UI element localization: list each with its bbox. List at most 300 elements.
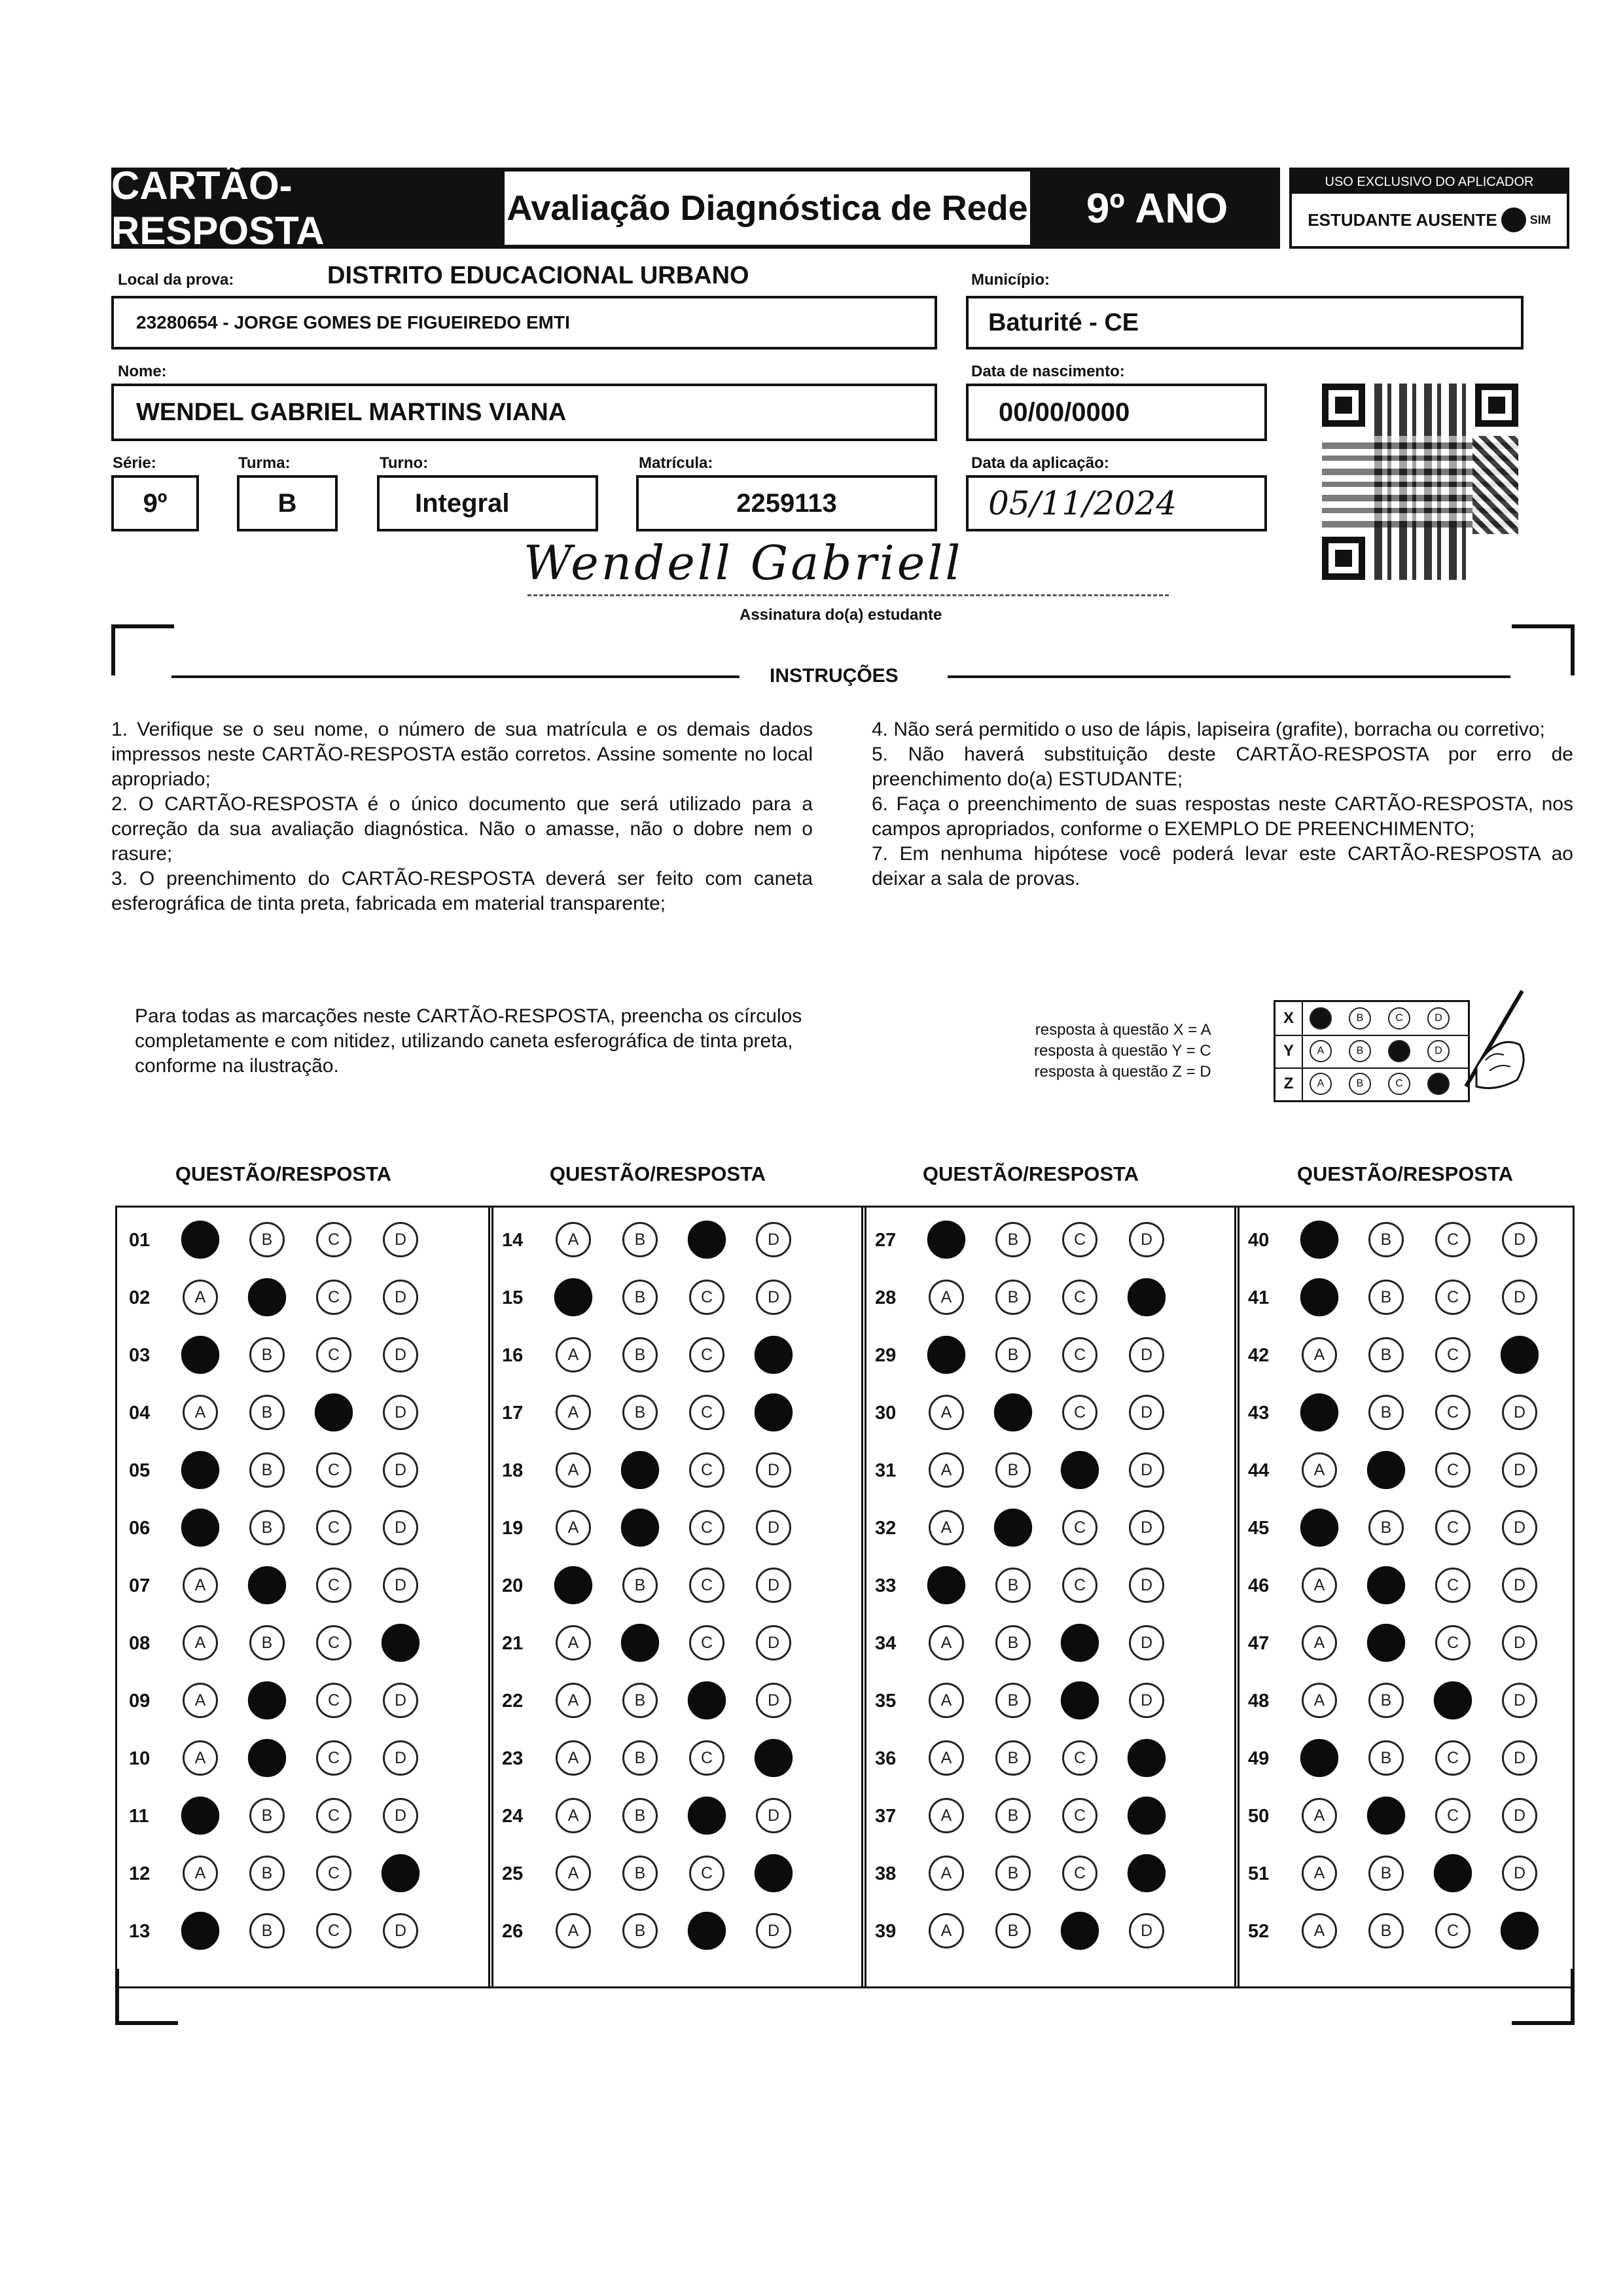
question-row-20 [490,1560,865,1612]
answer-bubble-14-c[interactable] [688,1221,726,1259]
answer-bubble-5-a[interactable] [181,1451,219,1489]
answer-bubble-1-b[interactable]: B [249,1222,285,1257]
question-row-7 [117,1560,491,1612]
answer-bubble-42-a[interactable]: A [1302,1337,1337,1372]
answer-bubble-29-a[interactable] [927,1336,965,1374]
answer-bubble-48-b[interactable]: B [1368,1683,1404,1718]
nome-field: WENDEL GABRIEL MARTINS VIANA [111,384,937,441]
question-number: 08 [129,1633,151,1654]
answer-bubble-28-c[interactable]: C [1062,1280,1097,1315]
local-value: DISTRITO EDUCACIONAL URBANO [327,262,749,289]
answer-bubble-28-a[interactable]: A [929,1280,964,1315]
answer-bubble-12-d[interactable] [382,1854,419,1892]
answer-bubble-9-d[interactable]: D [383,1683,418,1718]
question-row-36 [863,1732,1238,1785]
answer-bubble-24-c[interactable] [688,1797,726,1835]
question-row-6 [117,1502,491,1554]
answer-bubble-37-b[interactable]: B [995,1798,1031,1833]
signature-line [527,594,1169,596]
instructions-title: INSTRUÇÕES [770,665,899,687]
answer-bubble-26-b[interactable]: B [622,1913,658,1948]
answer-bubble-45-c[interactable]: C [1435,1510,1471,1545]
answer-bubble-34-c[interactable] [1061,1624,1099,1662]
answer-bubble-39-a[interactable]: A [929,1913,964,1948]
example-bubble-d [1427,1073,1450,1095]
question-number: 39 [875,1921,897,1942]
answer-bubble-33-b[interactable]: B [995,1568,1031,1603]
answer-bubble-37-d[interactable] [1128,1797,1166,1835]
answer-bubble-10-c[interactable]: C [316,1740,351,1776]
answer-bubble-7-d[interactable]: D [383,1568,418,1603]
answer-bubble-2-b[interactable] [248,1278,286,1316]
question-number: 36 [875,1748,897,1769]
question-number: 47 [1248,1633,1270,1654]
answer-bubble-10-d[interactable]: D [383,1740,418,1776]
answer-bubble-41-a[interactable] [1300,1278,1338,1316]
answer-bubble-1-c[interactable]: C [316,1222,351,1257]
answer-bubble-25-c[interactable]: C [689,1856,724,1891]
answer-bubble-15-b[interactable]: B [622,1280,658,1315]
answer-bubble-47-c[interactable]: C [1435,1625,1471,1660]
answer-bubble-14-d[interactable]: D [756,1222,791,1257]
answer-bubble-16-d[interactable] [755,1336,793,1374]
question-number: 02 [129,1287,151,1308]
answer-bubble-7-a[interactable]: A [183,1568,218,1603]
answer-bubble-22-b[interactable]: B [622,1683,658,1718]
answer-bubble-2-a[interactable]: A [183,1280,218,1315]
matricula-field: 2259113 [636,475,937,531]
answer-bubble-51-b[interactable]: B [1368,1856,1404,1891]
answer-bubble-3-a[interactable] [181,1336,219,1374]
answer-bubble-50-b[interactable] [1367,1797,1405,1835]
answer-bubble-49-d[interactable]: D [1502,1740,1537,1776]
answer-bubble-27-a[interactable] [927,1221,965,1259]
answer-bubble-3-c[interactable]: C [316,1337,351,1372]
answer-bubble-51-c[interactable] [1434,1854,1472,1892]
grade-label: 9º ANO [1034,168,1280,249]
answer-bubble-32-d[interactable]: D [1129,1510,1164,1545]
answer-bubble-43-d[interactable]: D [1502,1395,1537,1430]
answer-bubble-34-a[interactable]: A [929,1625,964,1660]
answer-bubble-27-c[interactable]: C [1062,1222,1097,1257]
question-row-21 [490,1617,865,1670]
question-row-41 [1236,1272,1573,1324]
answer-bubble-21-a[interactable]: A [556,1625,591,1660]
answer-bubble-21-c[interactable]: C [689,1625,724,1660]
answer-bubble-8-b[interactable]: B [249,1625,285,1660]
corner-mark-top-left [111,624,174,675]
answer-bubble-43-b[interactable]: B [1368,1395,1404,1430]
answer-bubble-1-d[interactable]: D [383,1222,418,1257]
answer-bubble-39-c[interactable] [1061,1912,1099,1950]
answer-bubble-26-d[interactable]: D [756,1913,791,1948]
answer-bubble-6-c[interactable]: C [316,1510,351,1545]
question-number: 40 [1248,1230,1270,1251]
answer-bubble-44-d[interactable]: D [1502,1452,1537,1488]
answer-bubble-49-b[interactable]: B [1368,1740,1404,1776]
example-bubble-c [1388,1040,1410,1062]
answer-bubble-4-a[interactable]: A [183,1395,218,1430]
answer-bubble-20-d[interactable]: D [756,1568,791,1603]
turno-label: Turno: [380,454,429,472]
answer-bubble-3-d[interactable]: D [383,1337,418,1372]
question-number: 37 [875,1806,897,1827]
answer-bubble-33-a[interactable] [927,1566,965,1604]
answer-bubble-1-a[interactable] [181,1221,219,1259]
answer-bubble-7-b[interactable] [248,1566,286,1604]
answer-bubble-13-a[interactable] [181,1912,219,1950]
answer-bubble-22-a[interactable]: A [556,1683,591,1718]
answer-bubble-35-d[interactable]: D [1129,1683,1164,1718]
answer-bubble-8-a[interactable]: A [183,1625,218,1660]
answer-bubble-13-b[interactable]: B [249,1913,285,1948]
answer-bubble-49-c[interactable]: C [1435,1740,1471,1776]
answer-bubble-29-c[interactable]: C [1062,1337,1097,1372]
answer-bubble-35-b[interactable]: B [995,1683,1031,1718]
answer-bubble-20-a[interactable] [554,1566,592,1604]
answer-bubble-26-a[interactable]: A [556,1913,591,1948]
question-row-33 [863,1560,1238,1612]
question-number: 27 [875,1230,897,1251]
answer-bubble-25-b[interactable]: B [622,1856,658,1891]
answer-bubble-11-b[interactable]: B [249,1798,285,1833]
answer-bubble-15-c[interactable]: C [689,1280,724,1315]
answer-bubble-17-b[interactable]: B [622,1395,658,1430]
answer-bubble-19-c[interactable]: C [689,1510,724,1545]
answer-bubble-45-d[interactable]: D [1502,1510,1537,1545]
turma-label: Turma: [238,454,291,472]
answer-bubble-6-d[interactable]: D [383,1510,418,1545]
question-number: 12 [129,1863,151,1884]
matricula-label: Matrícula: [639,454,713,472]
question-row-14 [490,1214,865,1266]
answer-bubble-46-b[interactable] [1367,1566,1405,1604]
answer-bubble-4-b[interactable]: B [249,1395,285,1430]
example-line-y: resposta à questão Y = C [1034,1042,1211,1060]
answer-bubble-36-b[interactable]: B [995,1740,1031,1776]
answer-bubble-27-b[interactable]: B [995,1222,1031,1257]
question-row-51 [1236,1848,1573,1900]
question-number: 41 [1248,1287,1270,1308]
answer-bubble-44-b[interactable] [1367,1451,1405,1489]
answer-bubble-15-d[interactable]: D [756,1280,791,1315]
answer-bubble-31-d[interactable]: D [1129,1452,1164,1488]
answer-bubble-18-d[interactable]: D [756,1452,791,1488]
answer-bubble-43-c[interactable]: C [1435,1395,1471,1430]
question-number: 06 [129,1518,151,1539]
answer-bubble-30-b[interactable] [994,1393,1032,1431]
instruction-2: 2. O CARTÃO-RESPOSTA é o único documento que será utilizado para a correção da sua avaliação diagnóstica. Não o amasse, não o dobre nem o rasure; [111,793,813,865]
answer-bubble-28-b[interactable]: B [995,1280,1031,1315]
answer-bubble-37-c[interactable]: C [1062,1798,1097,1833]
hand-pen-icon [1457,988,1529,1093]
question-number: 07 [129,1575,151,1596]
answer-bubble-36-d[interactable] [1128,1739,1166,1777]
answer-bubble-8-c[interactable]: C [316,1625,351,1660]
question-number: 17 [502,1403,524,1424]
answer-bubble-23-c[interactable]: C [689,1740,724,1776]
answer-bubble-47-a[interactable]: A [1302,1625,1337,1660]
nascimento-field: 00/00/0000 [966,384,1267,441]
answer-bubble-31-c[interactable] [1061,1451,1099,1489]
answer-bubble-17-c[interactable]: C [689,1395,724,1430]
answer-bubble-17-a[interactable]: A [556,1395,591,1430]
question-row-9 [117,1675,491,1727]
question-number: 50 [1248,1806,1270,1827]
answer-bubble-50-c[interactable]: C [1435,1798,1471,1833]
question-number: 30 [875,1403,897,1424]
answer-bubble-40-a[interactable] [1300,1221,1338,1259]
answer-bubble-41-d[interactable]: D [1502,1280,1537,1315]
answer-bubble-49-a[interactable] [1300,1739,1338,1777]
answer-bubble-33-c[interactable]: C [1062,1568,1097,1603]
answer-bubble-50-d[interactable]: D [1502,1798,1537,1833]
municipio-field: Baturité - CE [966,296,1524,350]
answer-bubble-11-a[interactable] [181,1797,219,1835]
answer-bubble-11-c[interactable]: C [316,1798,351,1833]
answer-bubble-31-a[interactable]: A [929,1452,964,1488]
answer-bubble-9-a[interactable]: A [183,1683,218,1718]
question-number: 05 [129,1460,151,1481]
answer-bubble-48-a[interactable]: A [1302,1683,1337,1718]
answer-bubble-39-d[interactable]: D [1129,1913,1164,1948]
answer-bubble-16-b[interactable]: B [622,1337,658,1372]
answer-bubble-47-b[interactable] [1367,1624,1405,1662]
answer-bubble-37-a[interactable]: A [929,1798,964,1833]
answer-bubble-45-b[interactable]: B [1368,1510,1404,1545]
answer-bubble-47-d[interactable]: D [1502,1625,1537,1660]
answer-bubble-21-d[interactable]: D [756,1625,791,1660]
question-number: 15 [502,1287,524,1308]
answer-bubble-12-a[interactable]: A [183,1856,218,1891]
answer-bubble-24-a[interactable]: A [556,1798,591,1833]
answer-bubble-38-d[interactable] [1128,1854,1166,1892]
answer-bubble-14-b[interactable]: B [622,1222,658,1257]
answer-bubble-52-c[interactable]: C [1435,1913,1471,1948]
answer-bubble-3-b[interactable]: B [249,1337,285,1372]
example-row-label: Z [1275,1067,1303,1100]
question-row-18 [490,1444,865,1497]
question-number: 10 [129,1748,151,1769]
answer-bubble-2-d[interactable]: D [383,1280,418,1315]
question-number: 51 [1248,1863,1270,1884]
question-number: 29 [875,1345,897,1366]
instruction-6: 6. Faça o preenchimento de suas respostas neste CARTÃO-RESPOSTA, nos campos apropriados, conforme o EXEMPLO DE PREENCHIMENTO; [872,793,1573,840]
municipio-label: Município: [971,271,1050,289]
answer-bubble-42-c[interactable]: C [1435,1337,1471,1372]
example-bubble-a [1310,1007,1332,1030]
answer-bubble-46-c[interactable]: C [1435,1568,1471,1603]
answer-bubble-13-c[interactable]: C [316,1913,351,1948]
question-number: 33 [875,1575,897,1596]
example-line-z: resposta à questão Z = D [1034,1063,1211,1081]
answer-bubble-48-d[interactable]: D [1502,1683,1537,1718]
answer-bubble-20-b[interactable]: B [622,1568,658,1603]
answer-bubble-25-a[interactable]: A [556,1856,591,1891]
answer-bubble-23-d[interactable] [755,1739,793,1777]
answer-bubble-32-b[interactable] [994,1509,1032,1547]
answer-bubble-5-d[interactable]: D [383,1452,418,1488]
question-row-48 [1236,1675,1573,1727]
answer-bubble-51-d[interactable]: D [1502,1856,1537,1891]
answer-bubble-43-a[interactable] [1300,1393,1338,1431]
answer-bubble-36-c[interactable]: C [1062,1740,1097,1776]
answer-bubble-23-b[interactable]: B [622,1740,658,1776]
answer-bubble-18-c[interactable]: C [689,1452,724,1488]
instructions-rule-right [948,675,1510,678]
question-row-23 [490,1732,865,1785]
answer-bubble-38-b[interactable]: B [995,1856,1031,1891]
example-bubble-d: D [1427,1040,1450,1062]
question-number: 32 [875,1518,897,1539]
question-row-38 [863,1848,1238,1900]
answer-bubble-13-d[interactable]: D [383,1913,418,1948]
question-row-13 [117,1905,491,1958]
fill-note: Para todas as marcações neste CARTÃO-RESPOSTA, preencha os círculos completamente e com nitidez, utilizando caneta esferográfica de tinta preta, conforme na ilustração. [135,1005,802,1077]
answer-column-3 [861,1206,1240,1988]
answer-bubble-40-d[interactable]: D [1502,1222,1537,1257]
answer-bubble-2-c[interactable]: C [316,1280,351,1315]
answer-bubble-40-b[interactable]: B [1368,1222,1404,1257]
answer-bubble-4-d[interactable]: D [383,1395,418,1430]
answer-bubble-38-a[interactable]: A [929,1856,964,1891]
answer-bubble-28-d[interactable] [1128,1278,1166,1316]
question-row-5 [117,1444,491,1497]
signature-label: Assinatura do(a) estudante [740,606,942,624]
instructions-rule-left [171,675,740,678]
answer-bubble-41-b[interactable]: B [1368,1280,1404,1315]
question-number: 21 [502,1633,524,1654]
question-row-1 [117,1214,491,1266]
answer-bubble-20-c[interactable]: C [689,1568,724,1603]
question-row-30 [863,1387,1238,1439]
question-number: 35 [875,1691,897,1712]
question-number: 43 [1248,1403,1270,1424]
example-bubble-d: D [1427,1007,1450,1030]
answer-bubble-22-d[interactable]: D [756,1683,791,1718]
example-bubble-a: A [1310,1040,1332,1062]
answer-bubble-33-d[interactable]: D [1129,1568,1164,1603]
answer-bubble-19-a[interactable]: A [556,1510,591,1545]
answer-bubble-15-a[interactable] [554,1278,592,1316]
answer-bubble-7-c[interactable]: C [316,1568,351,1603]
answer-bubble-30-c[interactable]: C [1062,1395,1097,1430]
answer-bubble-6-a[interactable] [181,1509,219,1547]
answer-bubble-44-c[interactable]: C [1435,1452,1471,1488]
answer-bubble-42-d[interactable] [1501,1336,1539,1374]
question-row-26 [490,1905,865,1958]
question-row-44 [1236,1444,1573,1497]
student-signature: Wendell Gabriell [524,535,963,590]
answer-bubble-9-c[interactable]: C [316,1683,351,1718]
answer-bubble-48-c[interactable] [1434,1681,1472,1719]
question-number: 24 [502,1806,524,1827]
absent-bubble[interactable] [1501,207,1526,232]
question-row-3 [117,1329,491,1382]
answer-bubble-4-c[interactable] [315,1393,353,1431]
answer-bubble-52-a[interactable]: A [1302,1913,1337,1948]
answer-bubble-5-b[interactable]: B [249,1452,285,1488]
example-legend [1034,1020,1211,1083]
answer-bubble-50-a[interactable]: A [1302,1798,1337,1833]
instructions-right [872,717,1573,891]
answer-bubble-18-a[interactable]: A [556,1452,591,1488]
answer-bubble-38-c[interactable]: C [1062,1856,1097,1891]
answer-bubble-42-b[interactable]: B [1368,1337,1404,1372]
question-number: 22 [502,1691,524,1712]
answer-bubble-6-b[interactable]: B [249,1510,285,1545]
answer-bubble-17-d[interactable] [755,1393,793,1431]
answer-bubble-25-d[interactable] [755,1854,793,1892]
instruction-7: 7. Em nenhuma hipótese você poderá levar este CARTÃO-RESPOSTA ao deixar a sala de provas. [872,843,1573,889]
column-header-4: QUESTÃO/RESPOSTA [1296,1162,1514,1185]
question-number: 19 [502,1518,524,1539]
answer-bubble-12-b[interactable]: B [249,1856,285,1891]
answer-bubble-35-a[interactable]: A [929,1683,964,1718]
card-title: CARTÃO-RESPOSTA [111,168,501,249]
answer-bubble-32-c[interactable]: C [1062,1510,1097,1545]
answer-bubble-29-d[interactable]: D [1129,1337,1164,1372]
answer-bubble-36-a[interactable]: A [929,1740,964,1776]
question-number: 42 [1248,1345,1270,1366]
answer-bubble-32-a[interactable]: A [929,1510,964,1545]
answer-bubble-39-b[interactable]: B [995,1913,1031,1948]
answer-bubble-51-a[interactable]: A [1302,1856,1337,1891]
answer-bubble-8-d[interactable] [382,1624,419,1662]
answer-bubble-31-b[interactable]: B [995,1452,1031,1488]
answer-bubble-41-c[interactable]: C [1435,1280,1471,1315]
answer-bubble-45-a[interactable] [1300,1509,1338,1547]
answer-bubble-24-d[interactable]: D [756,1798,791,1833]
question-row-27 [863,1214,1238,1266]
answer-bubble-12-c[interactable]: C [316,1856,351,1891]
answer-bubble-16-c[interactable]: C [689,1337,724,1372]
answer-bubble-21-b[interactable] [621,1624,659,1662]
answer-bubble-29-b[interactable]: B [995,1337,1031,1372]
answer-bubble-46-a[interactable]: A [1302,1568,1337,1603]
answer-bubble-14-a[interactable]: A [556,1222,591,1257]
answer-bubble-18-b[interactable] [621,1451,659,1489]
answer-bubble-10-a[interactable]: A [183,1740,218,1776]
answer-bubble-19-d[interactable]: D [756,1510,791,1545]
answer-bubble-19-b[interactable] [621,1509,659,1547]
answer-bubble-9-b[interactable] [248,1681,286,1719]
example-row-x [1275,1002,1468,1036]
answer-bubble-35-c[interactable] [1061,1681,1099,1719]
question-row-45 [1236,1502,1573,1554]
answer-bubble-40-c[interactable]: C [1435,1222,1471,1257]
answer-bubble-52-b[interactable]: B [1368,1913,1404,1948]
answer-bubble-44-a[interactable]: A [1302,1452,1337,1488]
answer-bubble-30-a[interactable]: A [929,1395,964,1430]
answer-bubble-27-d[interactable]: D [1129,1222,1164,1257]
answer-bubble-16-a[interactable]: A [556,1337,591,1372]
answer-bubble-23-a[interactable]: A [556,1740,591,1776]
answer-bubble-30-d[interactable]: D [1129,1395,1164,1430]
answer-bubble-5-c[interactable]: C [316,1452,351,1488]
answer-bubble-46-d[interactable]: D [1502,1568,1537,1603]
answer-bubble-10-b[interactable] [248,1739,286,1777]
answer-bubble-24-b[interactable]: B [622,1798,658,1833]
answer-bubble-26-c[interactable] [688,1912,726,1950]
local-label: Local da prova: [118,271,234,289]
answer-bubble-34-d[interactable]: D [1129,1625,1164,1660]
answer-bubble-34-b[interactable]: B [995,1625,1031,1660]
answer-bubble-22-c[interactable] [688,1681,726,1719]
answer-bubble-11-d[interactable]: D [383,1798,418,1833]
question-number: 38 [875,1863,897,1884]
answer-bubble-52-d[interactable] [1501,1912,1539,1950]
